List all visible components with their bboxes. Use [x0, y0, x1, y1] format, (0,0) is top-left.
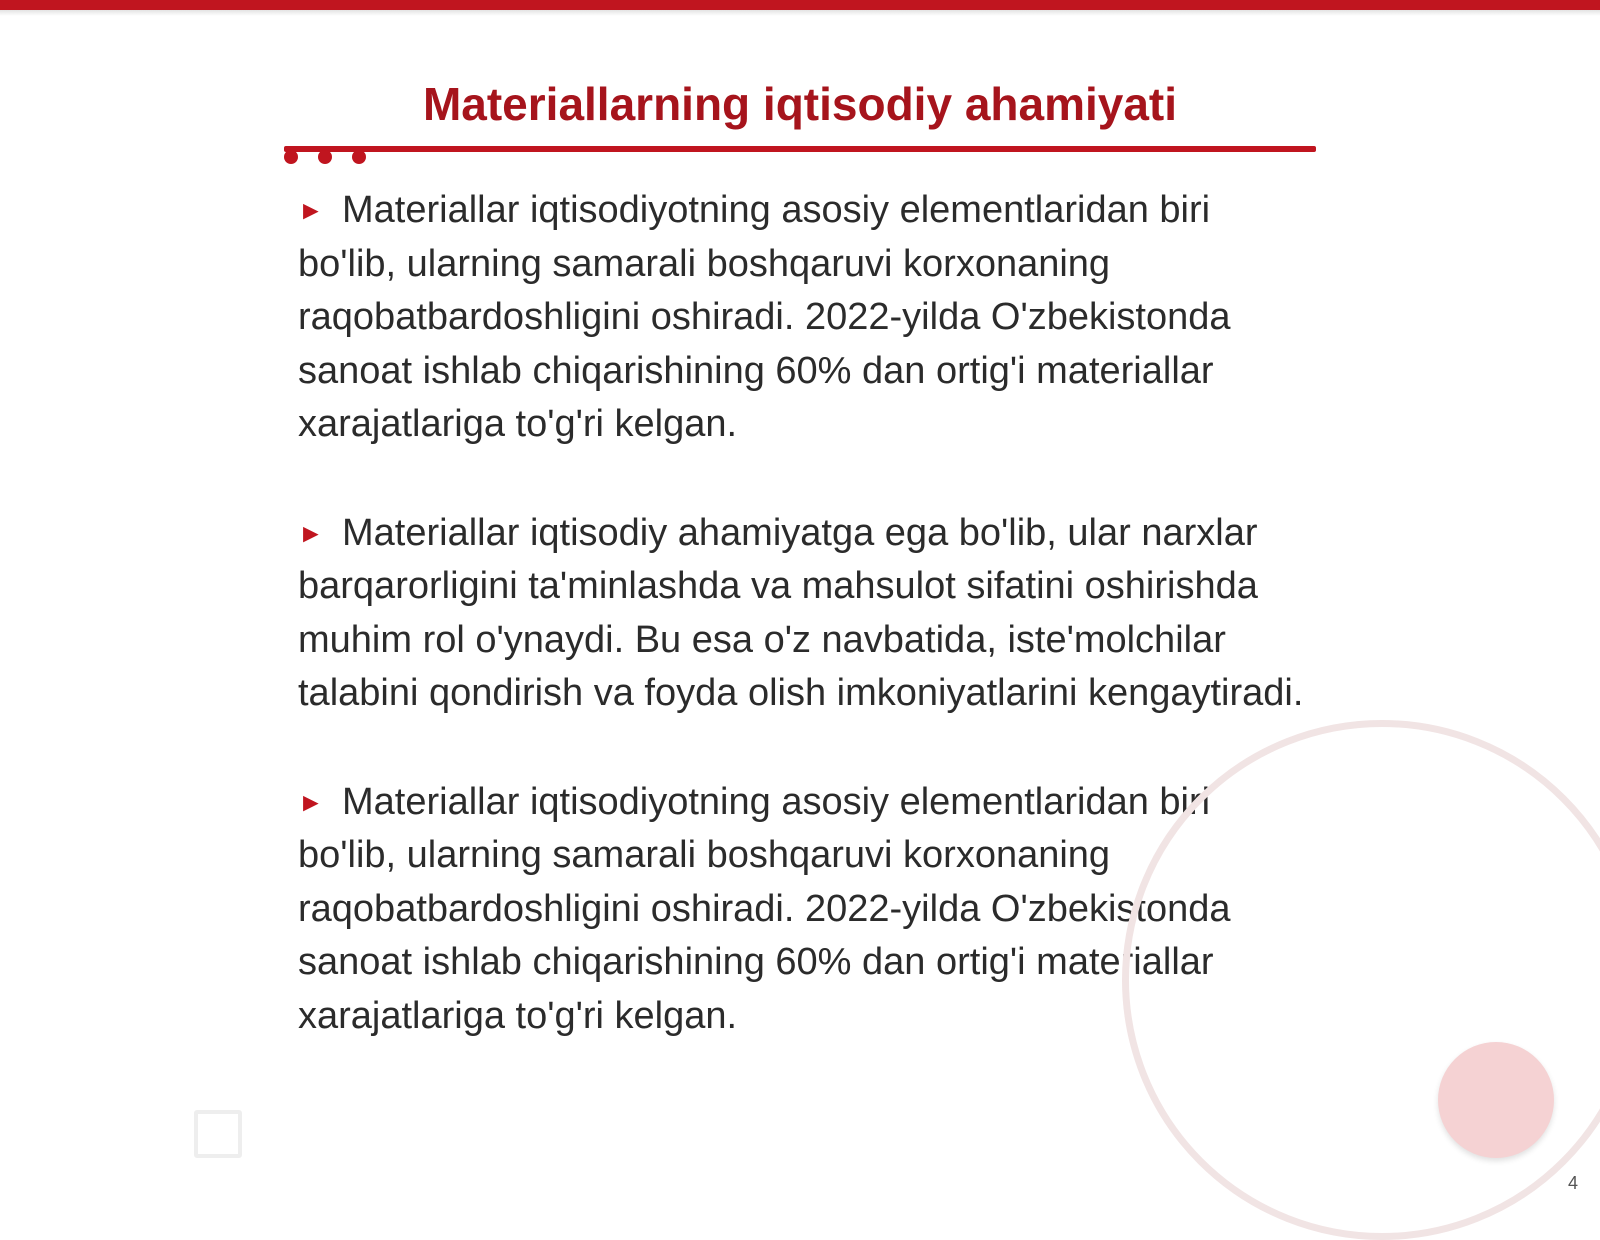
slide-title: Materiallarning iqtisodiy ahamiyati — [422, 78, 1178, 130]
bullet-arrow-icon: ► — [298, 786, 324, 817]
bullet-text: Materiallar iqtisodiyotning asosiy elementlaridan biri bo'lib, ularning samarali boshqaruvi korxonaning raqobatbardoshligini oshiradi. 2022-yilda O'zbekistonda sanoat ishlab chiqarishining 60% dan ortig'i materiallar xarajatlariga to'g'ri kelgan. — [298, 189, 1231, 445]
bullet-item — [298, 507, 1308, 721]
bullet-arrow-icon: ► — [298, 517, 324, 548]
bullet-arrow-icon: ► — [298, 195, 324, 225]
decorative-pink-circle — [1438, 1042, 1554, 1158]
underline-dot — [318, 150, 332, 164]
top-accent-bar — [0, 0, 1600, 10]
slide-number: 4 — [1567, 1173, 1578, 1193]
underline-dot — [284, 150, 298, 164]
decorative-square — [194, 1110, 242, 1158]
bullet-text: Materiallar iqtisodiyotning asosiy elementlaridan biri bo'lib, ularning samarali boshqaruvi korxonaning raqobatbardoshligini oshiradi. 2022-yilda O'zbekistonda sanoat ishlab chiqarishining 60% dan ortig'i materiallar xarajatlariga to'g'ri kelgan. — [298, 780, 1231, 1037]
title-underline — [284, 146, 1316, 152]
bullet-text: Materiallar iqtisodiy ahamiyatga ega bo'lib, ular narxlar barqarorligini ta'minlashda va mahsulot sifatini oshirishda muhim rol o'ynaydi. Bu esa o'z navbatida, iste'molchilar talabini qondirish va foyda olish imkoniyatlarini kengaytiradi. — [298, 511, 1304, 714]
underline-dot — [352, 150, 366, 164]
top-bar-shadow — [0, 10, 1600, 16]
bullet-item — [298, 184, 1308, 452]
